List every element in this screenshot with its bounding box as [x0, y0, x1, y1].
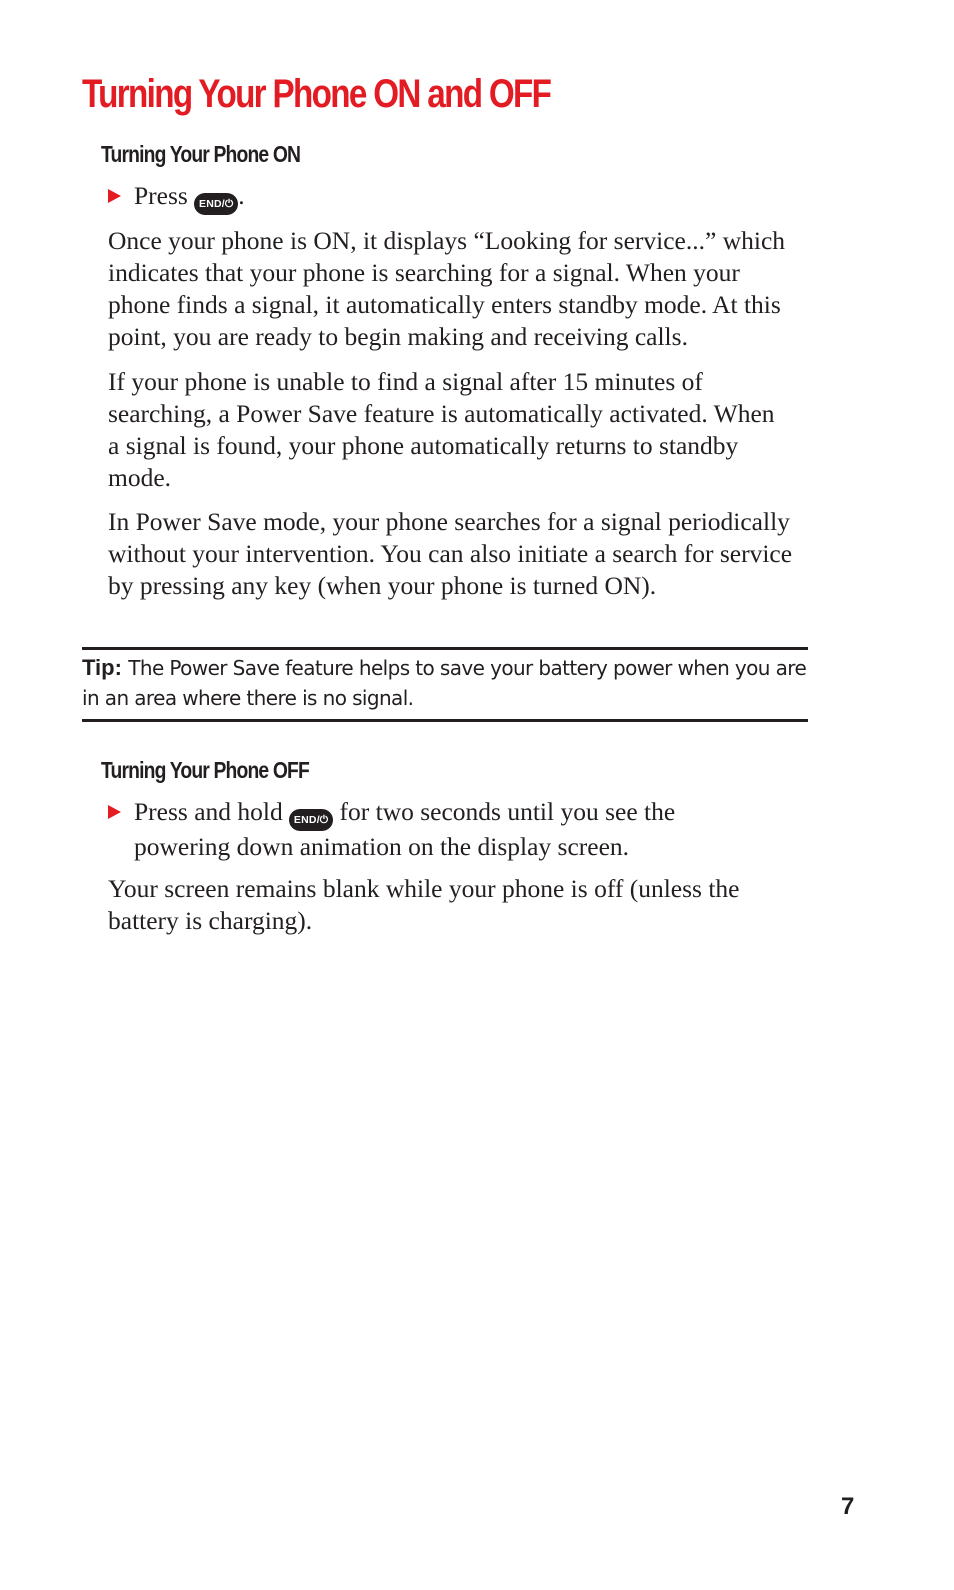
section-heading-off: Turning Your Phone OFF: [101, 757, 309, 783]
step-suffix: .: [238, 181, 245, 210]
step-press-and-hold: [108, 796, 748, 863]
tip-label: Tip:: [82, 655, 122, 680]
step-prefix: Press and hold: [134, 797, 283, 826]
section-heading-on: Turning Your Phone ON: [101, 141, 301, 167]
tip-text: The Power Save feature helps to save your battery power when you are in an area where there is no signal.: [82, 656, 807, 710]
step-press-end-key: [108, 180, 748, 215]
step-text: [134, 796, 748, 863]
bullet-arrow-icon: [108, 189, 121, 203]
tip-bottom-divider: [82, 719, 808, 722]
paragraph-power-save-activation: If your phone is unable to find a signal after 15 minutes of searching, a Power Save feature is automatically activated. When a signal is found, your phone automatically returns to standby mode.: [108, 367, 775, 492]
page-title: Turning Your Phone ON and OFF: [82, 72, 551, 116]
step-suffix: for two seconds until you see the powering down animation on the display screen.: [134, 797, 676, 861]
step-text: [134, 180, 748, 215]
bullet-arrow-icon: [108, 805, 121, 819]
end-power-key-icon: END/⏻: [194, 193, 238, 215]
paragraph-looking-for-service: Once your phone is ON, it displays “Looking for service...” which indicates that your phone is searching for a signal. When your phone finds a signal, it automatically enters standby mode. At this point, you are ready to begin making and receiving calls.: [108, 226, 786, 351]
tip-top-divider: [82, 647, 808, 650]
step-prefix: Press: [134, 181, 188, 210]
paragraph-power-save-mode: In Power Save mode, your phone searches for a signal periodically without your intervention. You can also initiate a search for service by pressing any key (when your phone is turned ON).: [108, 507, 793, 600]
tip-box: [82, 653, 812, 713]
page-number: 7: [841, 1493, 855, 1520]
end-power-key-icon: END/⏻: [289, 809, 333, 831]
paragraph-screen-blank: Your screen remains blank while your phone is off (unless the battery is charging).: [108, 874, 740, 935]
